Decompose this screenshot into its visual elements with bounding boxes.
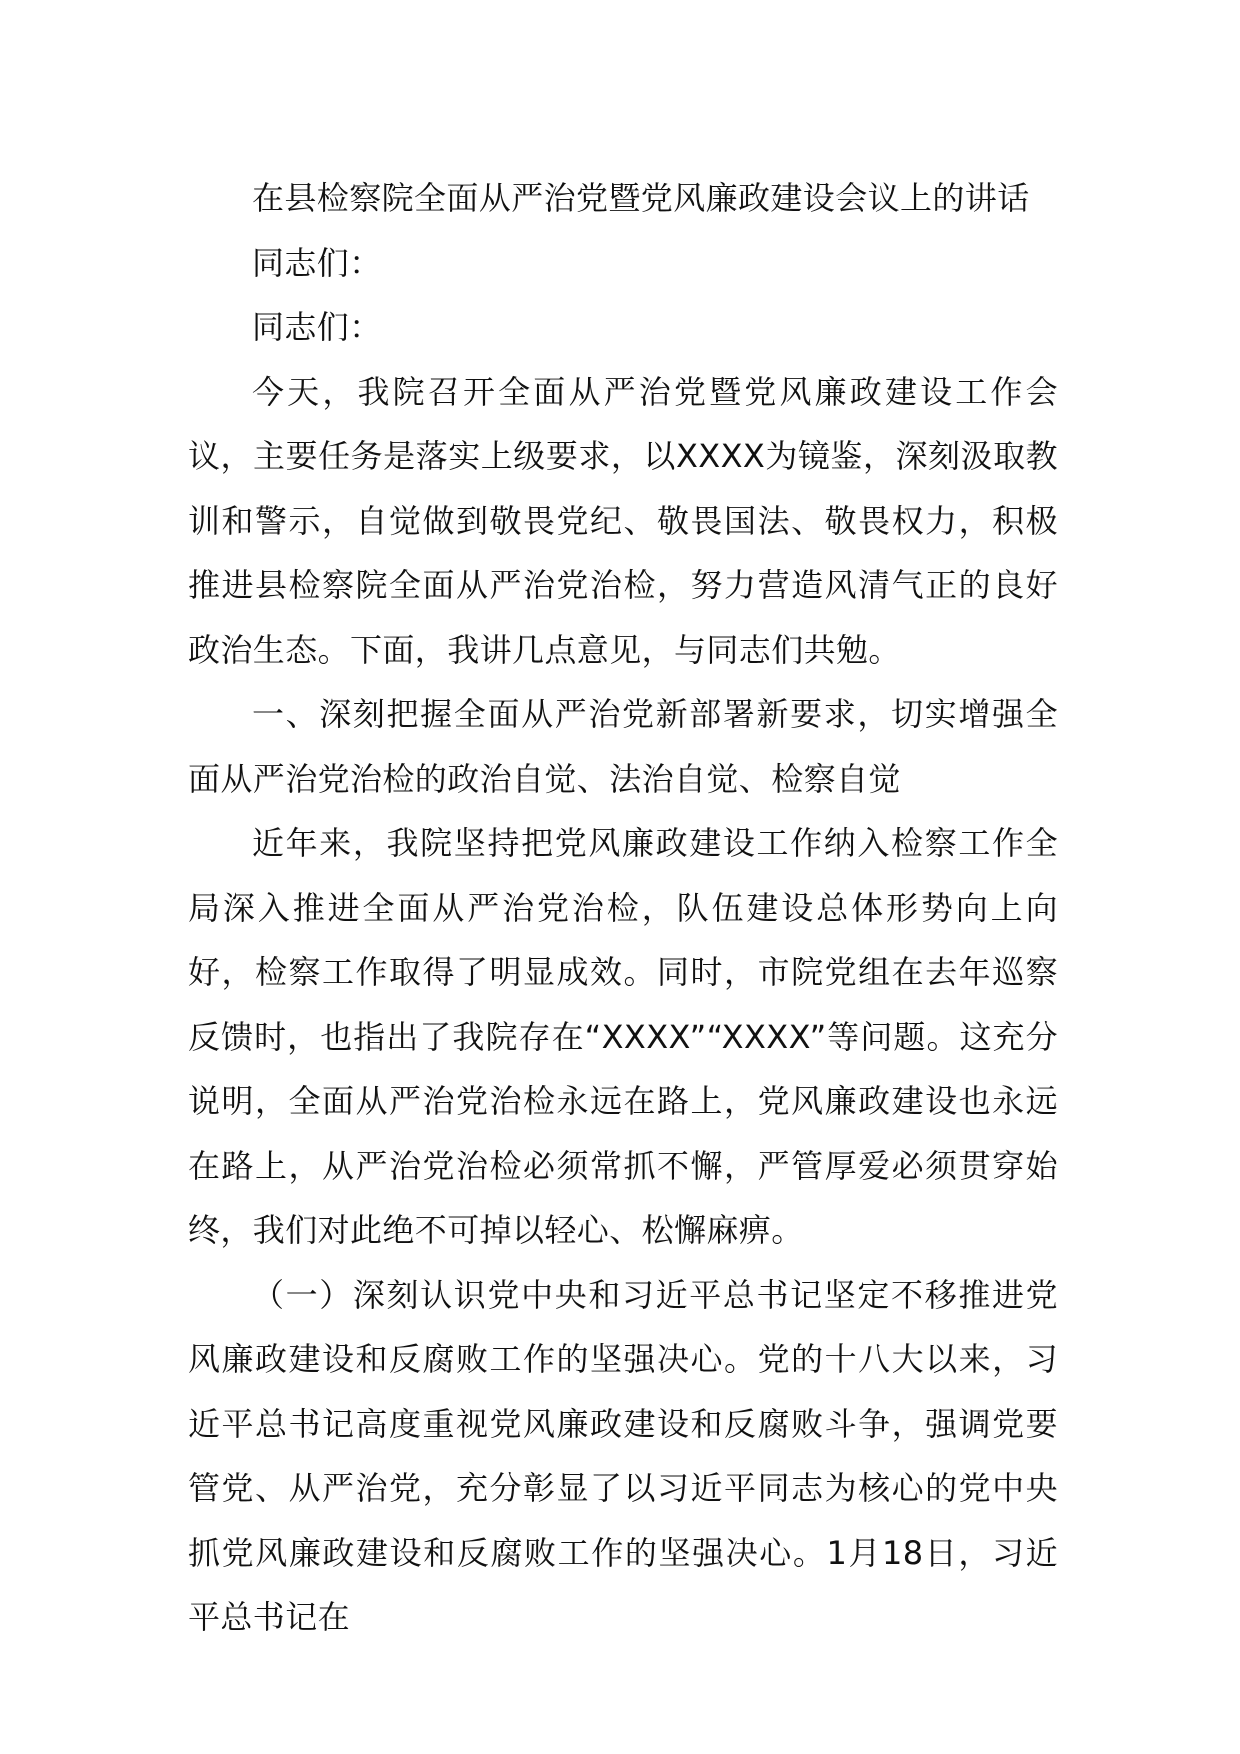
salutation-repeat: 同志们： [252, 308, 382, 346]
paragraph-intro: 今天，我院召开全面从严治党暨党风廉政建设工作会议，主要任务是落实上级要求，以XXXX为镜鉴，深刻汲取教训和警示，自觉做到敬畏党纪、敬畏国法、敬畏权力，积极推进县检察院全面从严治党治检，努力营造风清气正的良好政治生态。下面，我讲几点意见，与同志们共勉。 [188, 372, 1058, 669]
subsection-1: （一）深刻认识党中央和习近平总书记坚定不移推进党风廉政建设和反腐败工作的坚强决心。党的十八大以来，习近平总书记高度重视党风廉政建设和反腐败斗争，强调党要管党、从严治党，充分彰显了以习近平同志为核心的党中央抓党风廉政建设和反腐败工作的坚强决心。1月18日，习近平总书记在 [188, 1275, 1058, 1636]
section-heading-1: 一、深刻把握全面从严治党新部署新要求，切实增强全面从严治党治检的政治自觉、法治自觉、检察自觉 [188, 695, 1058, 798]
salutation: 同志们： [252, 243, 382, 282]
paragraph-body: 近年来，我院坚持把党风廉政建设工作纳入检察工作全局深入推进全面从严治党治检，队伍建设总体形势向上向好，检察工作取得了明显成效。同时，市院党组在去年巡察反馈时，也指出了我院存在“XXXX”“XXXX”等问题。这充分说明，全面从严治党治检永远在路上，党风廉政建设也永远在路上，从严治党治检必须常抓不懈，严管厚爱必须贯穿始终，我们对此绝不可掉以轻心、松懈麻痹。 [188, 824, 1058, 1249]
document-body [188, 166, 1058, 1650]
document-title: 在县检察院全面从严治党暨党风廉政建设会议上的讲话 [252, 179, 1030, 217]
